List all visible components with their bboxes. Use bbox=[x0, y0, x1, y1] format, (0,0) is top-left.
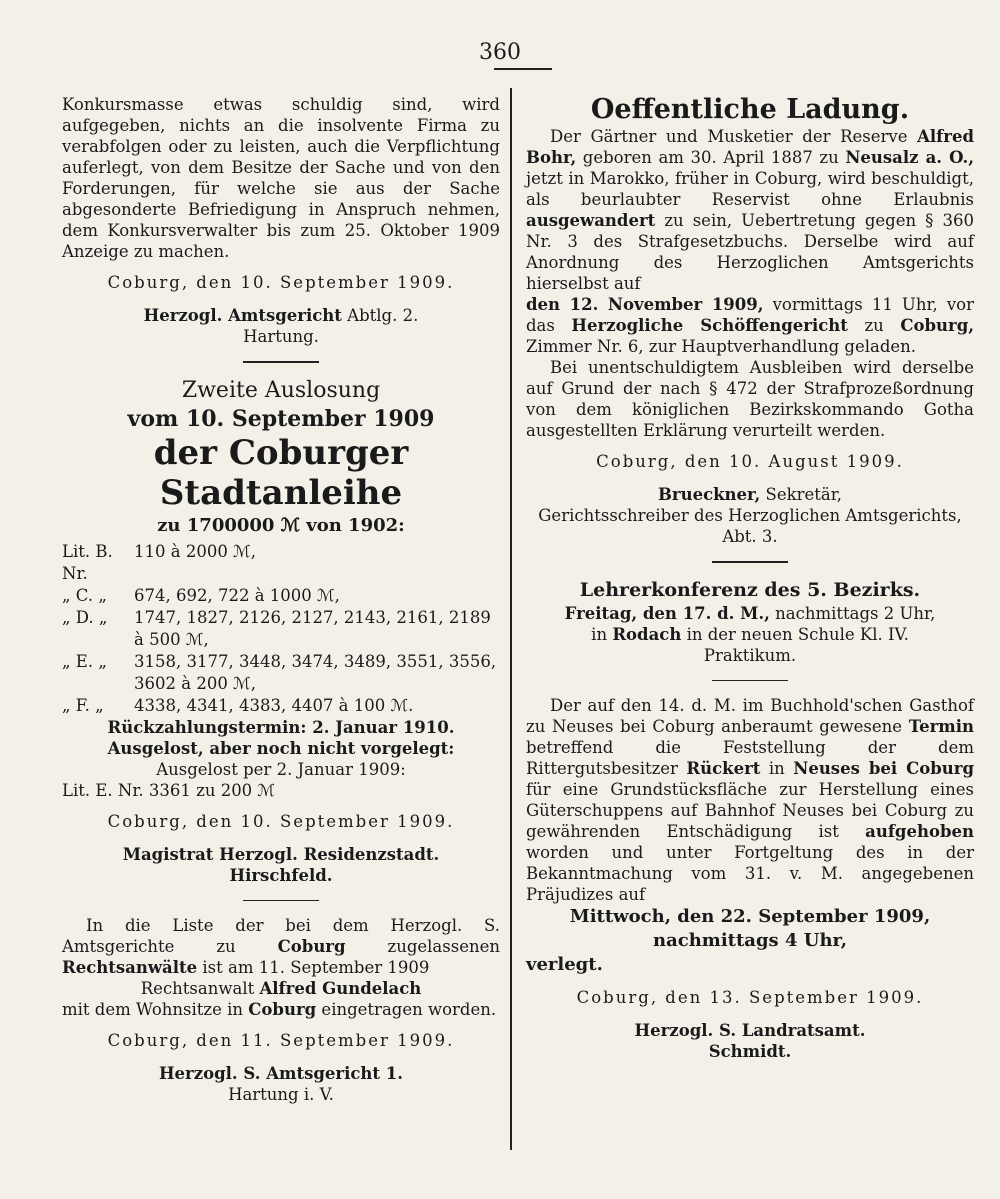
text-span: Coburg bbox=[277, 937, 346, 956]
notice-bankruptcy-authority bbox=[62, 305, 500, 326]
text-span: Neusalz a. O., bbox=[845, 148, 974, 167]
text-span: mit dem Wohnsitze in bbox=[62, 1000, 249, 1019]
hearing-signer: Schmidt. bbox=[708, 1042, 792, 1061]
lot-prefix: Lit. B. Nr. bbox=[62, 541, 113, 583]
lawyer-name-line bbox=[62, 978, 500, 999]
text-span: Neuses bei Coburg bbox=[793, 759, 974, 778]
lottery-title-3: der Coburger Stadtanleihe bbox=[153, 432, 409, 513]
separator-rule bbox=[712, 680, 788, 682]
summons-text-3: Bei unentschuldigtem Ausbleiben wird derselbe auf Grund der nach § 472 der Strafprozeßordnung von dem königlichen Bezirkskommando Gotha ausgestellten Erklärung verurteilt werden. bbox=[526, 358, 974, 440]
text-span: worden und unter Fortgeltung des in der Bekanntmachung vom 31. v. M. angegebenen Präjudizes auf bbox=[526, 843, 974, 904]
lot-prefix: „ C. „ bbox=[62, 585, 107, 605]
lot-value: 110 à 2000 ℳ, bbox=[134, 541, 256, 561]
left-column bbox=[62, 94, 500, 1105]
summons-title: Oeffentliche Ladung. bbox=[590, 94, 910, 125]
lottery-drawn-per: Ausgelost per 2. Januar 1909: bbox=[156, 759, 406, 779]
text-span: in bbox=[591, 624, 613, 644]
authority-name: Herzogl. Amtsgericht bbox=[143, 306, 342, 325]
text-span: ist am 11. September 1909 bbox=[197, 958, 430, 977]
separator-rule bbox=[243, 361, 319, 363]
conference-line3: Praktikum. bbox=[703, 645, 797, 665]
lawyer-place-date: Coburg, den 11. September 1909. bbox=[107, 1031, 455, 1050]
text-span: zu sein, Uebertretung gegen § 360 Nr. 3 des Strafgesetzbuchs. Derselbe wird auf Anordnung des Herzoglichen Amtsgerichts hierselbst auf bbox=[526, 211, 974, 293]
lot-row bbox=[62, 651, 500, 695]
lawyer-name: Alfred Gundelach bbox=[259, 979, 422, 998]
lottery-title-2: vom 10. September 1909 bbox=[127, 405, 435, 432]
summons-signer-line3: Abt. 3. bbox=[722, 527, 778, 546]
text-span: in der neuen Schule Kl. IV. bbox=[681, 624, 909, 644]
lot-row bbox=[62, 541, 500, 585]
text-span: aufgehoben bbox=[865, 822, 974, 841]
text-span: zu bbox=[847, 316, 901, 335]
hearing-notice-text bbox=[526, 695, 974, 905]
hearing-place-date: Coburg, den 13. September 1909. bbox=[576, 988, 924, 1007]
column-divider bbox=[510, 88, 512, 1150]
text-span: eingetragen worden. bbox=[316, 1000, 497, 1019]
text-span: ausgewandert bbox=[526, 211, 656, 230]
text-span: geboren am 30. April 1887 zu bbox=[576, 148, 846, 167]
text-span: den 12. November 1909, bbox=[526, 295, 764, 314]
text-span: Rechtsanwälte bbox=[62, 958, 198, 977]
lawyer-authority: Herzogl. S. Amtsgericht 1. bbox=[158, 1064, 404, 1083]
text-span: Coburg bbox=[248, 1000, 317, 1019]
lawyer-signer: Hartung i. V. bbox=[228, 1085, 334, 1104]
text-span: Der Gärtner und Musketier der Reserve bbox=[550, 127, 918, 146]
summons-text-2 bbox=[526, 294, 974, 357]
text-span: Rechtsanwalt bbox=[140, 979, 260, 998]
conference-title: Lehrerkonferenz des 5. Bezirks. bbox=[579, 578, 921, 601]
summons-place-date: Coburg, den 10. August 1909. bbox=[596, 452, 904, 471]
text-span: Zimmer Nr. 6, zur Hauptverhandlung geladen. bbox=[526, 337, 917, 356]
text-span: nachmittags 2 Uhr, bbox=[769, 603, 936, 623]
conference-line1 bbox=[526, 603, 974, 624]
lottery-drawn-item: Lit. E. Nr. 3361 zu 200 ℳ bbox=[62, 780, 276, 800]
text-span: in bbox=[760, 759, 794, 778]
summons-signer bbox=[526, 484, 974, 505]
lottery-title-1: Zweite Auslosung bbox=[181, 377, 381, 403]
separator-rule bbox=[712, 561, 788, 563]
lot-row bbox=[62, 607, 500, 651]
lottery-place-date: Coburg, den 10. September 1909. bbox=[107, 811, 455, 831]
lottery-repayment-date: Rückzahlungstermin: 2. Januar 1910. bbox=[107, 717, 455, 737]
lot-value: 674, 692, 722 à 1000 ℳ, bbox=[134, 585, 340, 605]
hearing-authority: Herzogl. S. Landratsamt. bbox=[634, 1021, 866, 1040]
text-span: zugelassenen bbox=[345, 937, 500, 956]
header-rule bbox=[494, 68, 552, 70]
notice-bankruptcy-signer: Hartung. bbox=[243, 327, 319, 346]
hearing-postponed: verlegt. bbox=[526, 954, 603, 975]
lot-value: 1747, 1827, 2126, 2127, 2143, 2161, 2189 à 500 ℳ, bbox=[134, 607, 491, 649]
text-span: jetzt in Marokko, früher in Coburg, wird beschuldigt, als beurlaubter Reservist ohne Erlaubnis bbox=[526, 169, 974, 209]
summons-text bbox=[526, 126, 974, 294]
authority-dept: Abtlg. 2. bbox=[341, 306, 419, 325]
lot-prefix: „ D. „ bbox=[62, 607, 108, 627]
lawyer-notice-text bbox=[62, 915, 500, 978]
lottery-title-4: zu 1700000 ℳ von 1902: bbox=[157, 514, 405, 536]
text-span: für eine Grundstücksfläche zur Herstellung eines Güterschuppens auf Bahnhof Neuses bei Coburg zu gewährenden Entschädigung ist bbox=[526, 780, 974, 841]
text-span: Rodach bbox=[612, 624, 682, 644]
lot-value: 4338, 4341, 4383, 4407 à 100 ℳ. bbox=[134, 695, 414, 715]
conference-line2 bbox=[526, 624, 974, 645]
text-span: Herzogliche Schöffengericht bbox=[571, 316, 848, 335]
lot-row bbox=[62, 695, 500, 717]
lottery-lot-list bbox=[62, 541, 500, 717]
lottery-authority: Magistrat Herzogl. Residenzstadt. bbox=[122, 844, 440, 864]
signer-name: Brueckner, bbox=[657, 485, 761, 504]
page-number: 360 bbox=[479, 40, 521, 65]
hearing-new-time: nachmittags 4 Uhr, bbox=[653, 930, 847, 951]
notice-bankruptcy-text: Konkursmasse etwas schuldig sind, wird aufgegeben, nichts an die insolvente Firma zu verabfolgen oder zu leisten, auch die Verpflichtung auferlegt, von dem Besitze der Sache und von den Forderungen, für welche sie aus der Sache abgesonderte Befriedigung in Anspruch nehmen, dem Konkursverwalter bis zum 25. Oktober 1909 Anzeige zu machen. bbox=[62, 95, 500, 261]
notice-bankruptcy-place-date: Coburg, den 10. September 1909. bbox=[107, 273, 455, 292]
text-span: betreffend die Feststellung der dem Rittergutsbesitzer bbox=[526, 738, 974, 778]
text-span: vormittags 11 Uhr, vor das bbox=[526, 295, 974, 335]
right-column bbox=[526, 94, 974, 1062]
text-span: Coburg, bbox=[900, 316, 974, 335]
text-span: Termin bbox=[908, 717, 974, 736]
lottery-drawn-heading: Ausgelost, aber noch nicht vorgelegt: bbox=[107, 738, 455, 758]
text-span: Freitag, den 17. d. M., bbox=[564, 603, 770, 623]
lot-prefix: „ F. „ bbox=[62, 695, 104, 715]
lot-row bbox=[62, 585, 500, 607]
text-span: In die Liste der bei dem Herzogl. S. Amtsgerichte zu bbox=[62, 916, 500, 956]
lawyer-notice-text-2 bbox=[62, 999, 500, 1020]
lottery-signer: Hirschfeld. bbox=[229, 865, 333, 885]
text-span: Rückert bbox=[686, 759, 761, 778]
lot-value: 3158, 3177, 3448, 3474, 3489, 3551, 3556, 3602 à 200 ℳ, bbox=[134, 651, 497, 693]
text-span: Der auf den 14. d. M. im Buchhold'schen Gasthof zu Neuses bei Coburg anberaumt gewesene bbox=[526, 696, 974, 736]
lot-prefix: „ E. „ bbox=[62, 651, 107, 671]
hearing-new-date: Mittwoch, den 22. September 1909, bbox=[569, 906, 931, 927]
text-span: Sekretär, bbox=[760, 485, 843, 504]
text-span: Alfred Bohr, bbox=[526, 127, 974, 167]
separator-rule bbox=[243, 900, 319, 902]
summons-signer-line2: Gerichtsschreiber des Herzoglichen Amtsgerichts, bbox=[538, 506, 962, 525]
